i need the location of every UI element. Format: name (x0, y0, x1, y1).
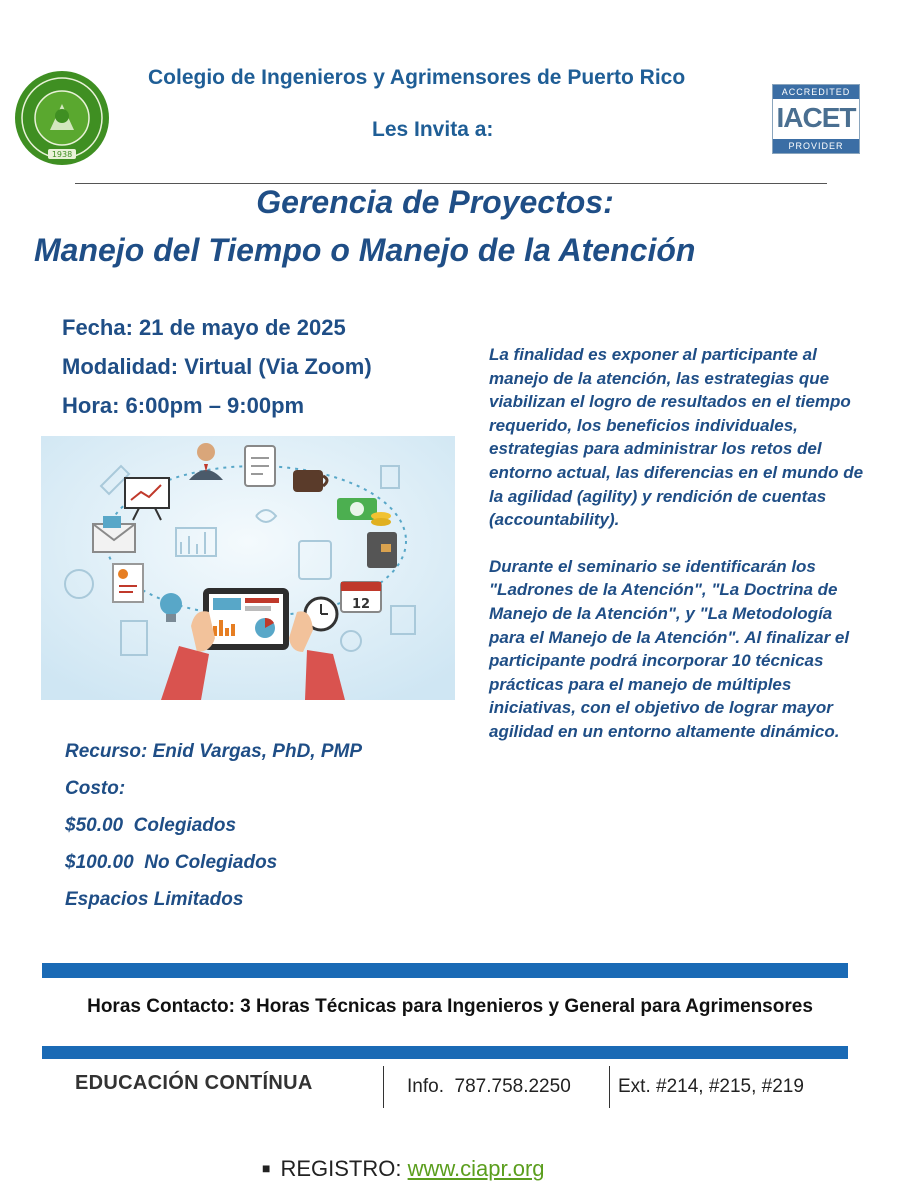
event-time: Hora: 6:00pm – 9:00pm (62, 393, 305, 418)
event-mode: Modalidad: Virtual (Via Zoom) (62, 354, 372, 379)
description-paragraph-1: La finalidad es exponer al participante al manejo de la atención, las estrategias que viabilizan el logro de resultados en el tiempo requerido, los beneficios individuales, estrategias para administrar los retos del entorno actual, las diferencias en el mundo de la agilidad (agility) y rendición de cuentas (accountability). (489, 345, 864, 530)
bullet-icon: ■ (262, 1160, 271, 1176)
cost-label: Costo: (65, 778, 126, 799)
event-details (62, 308, 372, 425)
registration-label: REGISTRO: (280, 1156, 408, 1181)
iacet-top-text: ACCREDITED (773, 85, 859, 99)
invite-text: Les Invita a: (372, 118, 494, 141)
limited-spaces: Espacios Limitados (65, 889, 244, 910)
time-management-illustration (41, 436, 455, 700)
iacet-accreditation-badge (772, 84, 860, 154)
blue-divider-top (42, 963, 848, 978)
iacet-bottom-text: PROVIDER (773, 139, 859, 153)
footer-separator (609, 1066, 610, 1108)
organization-name: Colegio de Ingenieros y Agrimensores de Puerto Rico (148, 66, 686, 89)
registration-link[interactable]: www.ciapr.org (407, 1156, 545, 1181)
continuing-education-label: EDUCACIÓN CONTÍNUA (75, 1072, 313, 1094)
pricing-block (65, 733, 362, 918)
ciapr-seal-logo (14, 70, 110, 166)
phone-extensions: Ext. #214, #215, #219 (618, 1076, 804, 1097)
price-members: $50.00 Colegiados (65, 815, 237, 836)
seal-year: 1938 (51, 150, 73, 159)
info-phone: Info. 787.758.2250 (407, 1076, 571, 1097)
resource-speaker: Recurso: Enid Vargas, PhD, PMP (65, 741, 363, 762)
description-paragraph-2: Durante el seminario se identificarán los "Ladrones de la Atención", "La Doctrina de Manejo de la Atención", y "La Metodología para el Manejo de la Atención". Al finalizar el participante podrá incorporar 10 técnicas prácticas para el manejo de múltiples iniciativas, con el objetivo de lograr mayor agilidad en un entorno altamente dinámico. (489, 556, 850, 741)
contact-hours: Horas Contacto: 3 Horas Técnicas para Ingenieros y General para Agrimensores (87, 996, 813, 1017)
footer-separator (383, 1066, 384, 1108)
iacet-mark: IACET (776, 102, 856, 133)
event-title-line1: Gerencia de Proyectos: (256, 184, 614, 220)
price-non-members: $100.00 No Colegiados (65, 852, 278, 873)
registration-line (262, 1156, 545, 1182)
blue-divider-bottom (42, 1046, 848, 1059)
event-date: Fecha: 21 de mayo de 2025 (62, 315, 346, 340)
event-title-line2: Manejo del Tiempo o Manejo de la Atención (34, 232, 696, 268)
course-description (489, 343, 864, 767)
calendar-day: 12 (351, 597, 371, 612)
